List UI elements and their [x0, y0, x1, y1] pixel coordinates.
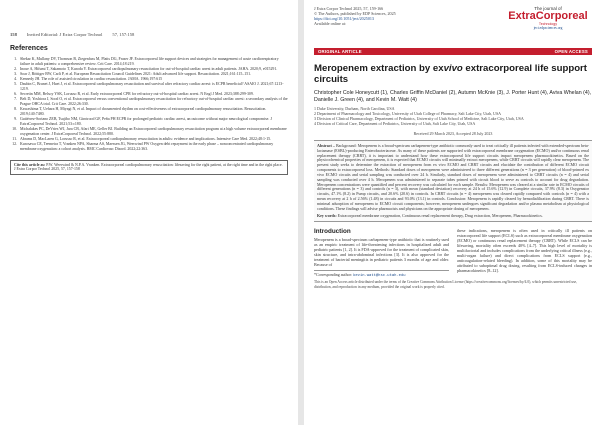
reference-number: 10.	[12, 127, 17, 132]
keywords	[317, 214, 589, 219]
affiliation-item: 2 Department of Pharmacology and Toxicology, University of Utah College of Pharmacy, Salt Lake City, Utah, USA	[314, 111, 502, 117]
left-page	[0, 0, 298, 425]
reference-item	[10, 57, 288, 67]
page-number: 158	[10, 32, 17, 37]
corr-label: *Corresponding author:	[314, 272, 353, 278]
reference-item	[10, 92, 288, 97]
body-column-right	[457, 228, 592, 278]
reference-text: Michalakes PC, DeVries WJ, Jara CB, Afari ME, Geller BJ. Building an Extracorporeal cardiopulmonary resuscitation program at a high volume extracorporeal membrane oxygenation center. J ExtraCorporeal Technol. 2022;55:880.	[20, 127, 287, 136]
running-header	[10, 32, 288, 37]
journal-header	[314, 4, 592, 48]
article-type-label: ORIGINAL ARTICLE	[318, 49, 362, 54]
reference-number: 8.	[14, 107, 17, 112]
abstract-text: Background: Meropenem is a broad-spectrum carbapenem-type antibiotic commonly used to treat critically ill patients infected with extended-spectrum beta-lactamase (ESBL)-producing Enterobacteriaceae. As many of these patients are supported with extracorporeal membrane oxygenation (ECMO) and/or continuous renal replacement therapy (CRRT), it is important to understand how these extracorporeal life support circuits impact meropenem pharmacokinetics. Based on the physicochemical properties of meropenem, it is expected that ECMO circuits will minimally extract meropenem, while CRRT circuits will rapidly clear meropenem. The present study seeks to determine the extraction of meropenem from ex vivo ECMO and CRRT circuits and elucidate the contribution of different ECMO circuit components to extracorporeal loss. Methods: Standard doses of meropenem were administered to three different generations (n = 3 per generation) of blood-primed ex vivo ECMO circuits and serial sampling was conducted over 24 h. Similarly, standard doses of meropenem were administered to CRRT circuits (n = 4) and serial sampling was conducted over 4 h. Meropenem was administered to separate tubes primed with circuit blood to serve as controls to account for drug degradation. Meropenem concentrations were quantified and percent recovery was calculated for each sample. Results: Meropenem was cleared at a similar rate in ECMO circuits of different generations (n = 3) and controls (n = 3), with mean (standard deviation) recovery at 24 h of 15.6% (12.9) in Complete circuits, 37.9% (8.3) in Oxygenator circuits, 47.1% (8.2) in Pump circuits, and 20.6% (20.6) in controls. In CRRT circuits (n = 4) meropenem was cleared rapidly compared with controls (n = 4) with a mean recovery at 2 h of 2.56% (1.48) in circuits and 93.0% (13.1) in controls. Conclusion: Meropenem is rapidly cleared by hemodiafiltration during CRRT. There is minimal adsorption of meropenem to ECMO circuit components; however, meropenem undergoes significant degradation and/or plasma metabolism at physiological conditions. These findings will advise pharmacists and physicians on the appropriate dosing of meropenem.	[317, 142, 589, 211]
cite-label: Cite this article as:	[14, 162, 46, 167]
abstract	[317, 144, 589, 212]
doi-link[interactable]: https://doi.org/10.1051/ject/2025013	[314, 16, 374, 21]
affiliation-item: 4 Division of Critical Care, Department of Pediatrics, University of Utah, Salt Lake City, Utah, USA	[314, 120, 476, 126]
received-accepted-dates: Received 29 March 2023, Accepted 28 July 2023	[413, 130, 493, 136]
abstract-label: Abstract –	[317, 142, 335, 148]
reference-number: 6.	[14, 92, 17, 97]
intro-paragraph-2: these indications, meropenem is often used in critically ill patients on extracorporeal life support (ECLS) such as extracorporeal membrane oxygenation (ECMO) or continuous renal replacement therapy (CRRT). While ECLS can be lifesaving, mortality often exceeds 40% [4–7]. This high level of mortality is multifactorial and includes complications from the underlying critical illness (e.g., multi-organ failure) and direct complications from ECLS support (e.g., anticoagulation-related bleeding). In addition, some of this mortality may be attributed to suboptimal drug dosing, resulting from ECLS-induced changes in pharmacokinetics [8–12].	[457, 228, 592, 274]
reference-item	[10, 117, 288, 127]
reference-item	[10, 142, 288, 152]
body-column-left	[314, 228, 449, 278]
right-page	[304, 0, 600, 425]
reference-text: Gutiérrez-Soriano ZEB, Tsujibo NM, Girotrood GF, Peña PH ECPR for prolonged pediatric cardiac arrest, an outcome without major neurological compromise. J ExtraCorporeal Technol. 2021;53:c180.	[20, 117, 272, 126]
reference-text: Abrams D, MacLaren G, Lorusso R, et al. Extracorporeal cardiopulmonary resuscitation in adults: evidence and implications. Intensive Care Med. 2022;48:1-15.	[20, 136, 272, 141]
affiliations	[314, 107, 592, 127]
open-access-badge: OPEN ACCESS	[554, 49, 588, 54]
journal-copyright: © The Authors, published by EDP Sciences, 2025	[314, 11, 396, 16]
reference-text: Belt D, Yoshiora J, Sood O, et al. Extracorporeal versus conventional cardiopulmonary resuscitation for refractory out-of-hospital cardiac arrest: a secondary analysis of the Prague OHCA trial. Crit Care. 2022;26:330.	[20, 97, 288, 107]
body-columns	[314, 228, 592, 278]
corr-email-link[interactable]: kevin.watt@hsc.utah.edu	[353, 274, 406, 279]
reference-text: Daubin C, Brunet J, Huet J, et al. Extracorporeal cardiopulmonary resuscitation and survival after refractory cardiac arrest: is ECPR beneficial? ASAIO J. 2021;67:1213-1219.	[20, 82, 284, 92]
reference-number: 2.	[14, 66, 17, 71]
article-type-bar	[314, 48, 592, 55]
running-head-title: Invited Editorial: J Extra Corpor Technol	[26, 32, 103, 37]
article-title: Meropenem extraction by exvivo extracorporeal life support circuits	[314, 63, 587, 85]
corresponding-author	[314, 270, 449, 278]
license-notice: This is an Open Access article distributed under the terms of the Creative Commons Attribution License (https://creativecommons.org/licenses/by/4.0), which permits unrestricted use, distribution, and reproduction in any medium, provided the original work is properly cited.	[314, 280, 578, 289]
journal-info	[314, 4, 396, 26]
reference-text: Soar J, Böttiger BW, Carli P, et al. European Resuscitation Council Guidelines 2021: Adult advanced life support. Resuscitation. 2021;161:115–151.	[20, 72, 252, 77]
author-list	[314, 90, 592, 103]
running-head-meta: 57, 157:158	[112, 32, 135, 37]
reference-number: 4.	[14, 77, 17, 82]
authors-text: Christopher Cole Honeycutt (1), Charles Griffin McDaniel (2), Autumn McKnie (3), J. Porter Hunt (4), Aviva Whelan (4), Danielle J. Green (4), and Kevin M. Watt (4)	[314, 90, 592, 103]
reference-number: 3.	[14, 72, 17, 77]
logo-top-text: The journal of	[534, 6, 562, 11]
introduction-heading: Introduction	[314, 228, 351, 236]
reference-item	[10, 67, 288, 72]
reference-text: Secretin MM, Belsoy YSK, Lorusso R, et al. Early extracorporeal CPR for refractory out-of-hospital cardiac arrest. N Engl J Med. 2023;388:299-309.	[20, 92, 254, 97]
journal-logo	[504, 4, 592, 30]
reference-item	[10, 82, 288, 92]
cite-text: P.W. Weerwind & N.P.A. Vranken. Extracorporeal cardiopulmonary resuscitation: lifesaving for the right patient, at the right time and in the right place. J Extra Corpor Technol 2025, 57, 157-158	[14, 162, 283, 172]
references-heading: References	[10, 45, 48, 52]
reference-text: Inoue A, Hifumi T, Sakamoto T, Kuroda Y. Extracorporeal cardiopulmonary resuscitation for out-of-hospital cardiac arrest in adult patients. JAHA. 2020;9, e015291.	[20, 66, 278, 71]
reference-text: Kurosawa CE, Teemeira T, Vranken NPA, Sharma AS, Maessen JG, Weerwind PW Oxygen debt repayment in the early phase – nonconcentrated cardiopulmonary membrane oxygenation: a cohort analysis. BMC Cardiovasc Disord. 2022;22:363.	[20, 142, 274, 151]
logo-sub-text: Technology	[538, 22, 558, 26]
citation-box	[10, 160, 288, 176]
reference-number: 12.	[12, 142, 17, 147]
available-online: Available online at:	[314, 21, 346, 26]
reference-item	[10, 137, 288, 142]
reference-text: Kawashima T, Uehara H, Miyagi N, et al. Impact of documented rhythm on cost-effectiveness of extracorporeal cardiopulmonary resuscitation. Resuscitation. 2019;140:7480.	[20, 107, 267, 116]
references-list	[10, 57, 288, 152]
keywords-text: Extracorporeal membrane oxygenation, Continuous renal replacement therapy, Drug extraction, Meropenem, Pharmacokinetics.	[337, 212, 543, 218]
reference-item	[10, 107, 288, 117]
reference-number: 7.	[14, 97, 17, 102]
reference-number: 9.	[14, 117, 17, 122]
logo-main-text: ExtraCorporeal	[508, 10, 588, 22]
keywords-label: Key words:	[317, 212, 337, 218]
journal-url-link[interactable]: ject.edpsciences.org	[533, 26, 563, 30]
journal-citation: J Extra Corpor Technol 2025, 57, 159-166	[314, 6, 384, 11]
affiliation-item: 1 Duke University, Durham, North Carolina, USA	[314, 106, 395, 112]
reference-text: Kennedy JH. The role of assisted circulation in cardiac resuscitation. JAMA. 1966;197:615	[20, 77, 163, 82]
reference-number: 11.	[12, 136, 17, 141]
reference-item	[10, 72, 288, 77]
intro-paragraph-1: Meropenem is a broad-spectrum carbapenem-type antibiotic that is routinely used as an empiric treatment of life-threatening infections in hospitalized adult and pediatric patients [1, 2]. It is FDA-approved for the treatment of complicated skin, skin structure, and intra-abdominal infections [3]. It is also approved for the treatment of bacterial meningitis in pediatric patients 3 months of age and older. Because of	[314, 237, 449, 268]
reference-item	[10, 77, 288, 82]
reference-number: 5.	[14, 82, 17, 87]
affiliation-item: 3 Division of Clinical Pharmacology, Department of Pediatrics, University of Utah School of Medicine, Salt Lake City, Utah, USA	[314, 116, 524, 121]
reference-item	[10, 97, 288, 107]
reference-number: 1.	[14, 57, 17, 61]
abstract-box	[314, 140, 592, 223]
reference-item	[10, 127, 288, 137]
reference-text: Shekar K, Mullany DV, Thomson B, Ziegenfuss M, Platts DG, Fraser JF. Extracorporeal life support devices and strategies for management of acute cardiorespiratory failure in adult patients: a comprehensive review. Crit Care. 2014;18:219.	[20, 57, 279, 66]
